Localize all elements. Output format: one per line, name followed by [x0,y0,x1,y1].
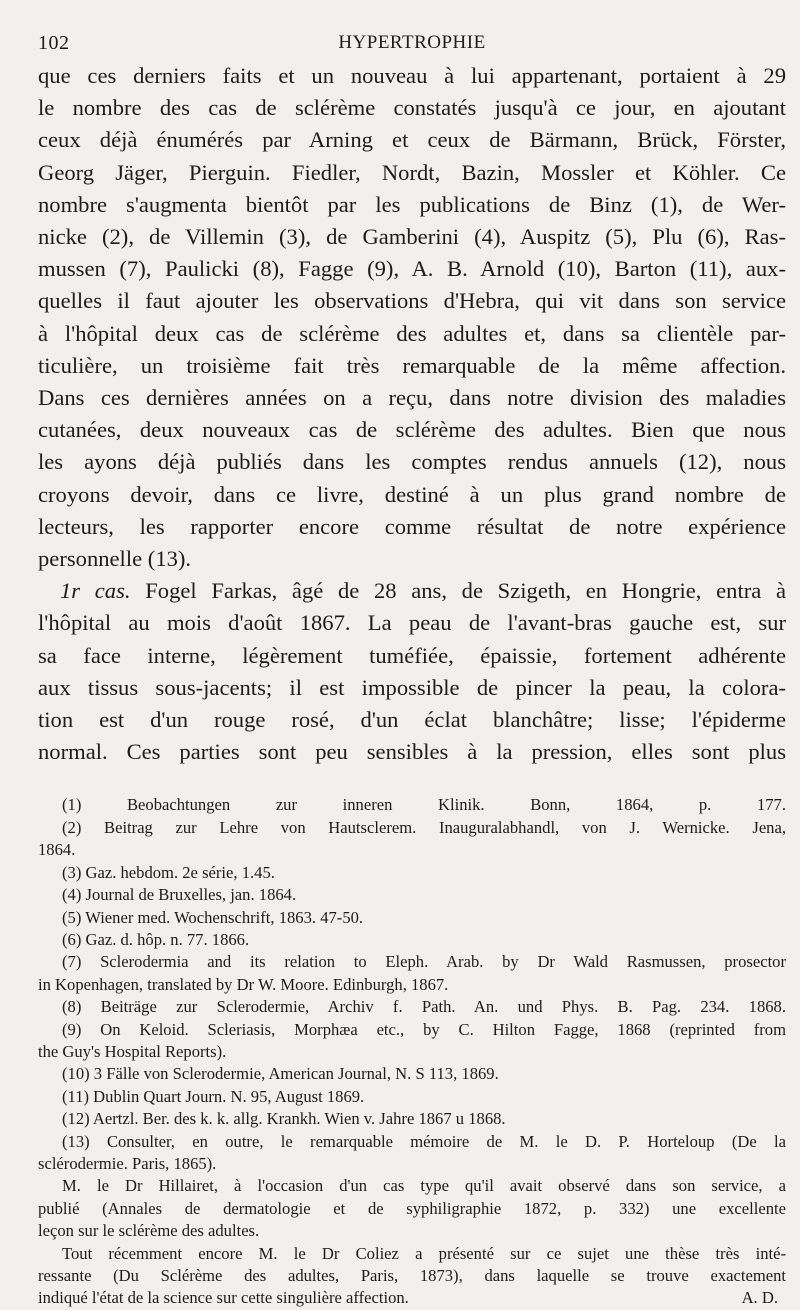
footnote: (6) Gaz. d. hôp. n. 77. 1866. [62,929,250,949]
footnote-continuation: 1864. [38,840,76,860]
body-line: que ces derniers faits et un nouveau à lui appartenant, portaient à 29 [38,63,786,88]
translator-note-text: indiqué l'état de la science sur cette singulière affection. [38,1288,409,1308]
footnote: (10) 3 Fälle von Sclerodermie, American Journal, N. S 113, 1869. [62,1064,499,1084]
translator-note-line: M. le Dr Hillairet, à l'occasion d'un cas type qu'il avait observé dans son service, a [62,1176,786,1196]
footnotes [38,794,786,1309]
body-line: cutanées, deux nouveaux cas de sclérème des adultes. Bien que nous [38,417,786,443]
footnote: (4) Journal de Bruxelles, jan. 1864. [62,885,297,905]
case-first-line [38,575,786,607]
body-line: sa face interne, légèrement tuméfiée, épaissie, fortement adhérente [38,642,786,668]
case-text: Fogel Farkas, âgé de 28 ans, de Szigeth, en Hongrie, entra à [145,578,786,604]
translator-note-line: leçon sur le sclérème des adultes. [38,1221,260,1241]
footnote-continuation: in Kopenhagen, translated by Dr W. Moore. Edinburgh, 1867. [38,974,449,994]
footnote: (1) Beobachtungen zur inneren Klinik. Bonn, 1864, p. 177. [62,795,786,815]
translator-note-line: publié (Annales de dermatologie et de syphiligraphie 1872, p. 332) une excellente [38,1198,786,1218]
body-line: Dans ces dernières années on a reçu, dans notre division des maladies [38,385,786,411]
footnote-continuation: the Guy's Hospital Reports). [38,1041,227,1061]
body-line: tion est d'un rouge rosé, d'un éclat blanchâtre; lisse; l'épiderme [38,707,786,733]
translator-note-last-line [38,1287,786,1309]
page-header [38,26,786,60]
body-line: les ayons déjà publiés dans les comptes rendus annuels (12), nous [38,449,786,475]
footnote: (3) Gaz. hebdom. 2e série, 1.45. [62,862,275,882]
body-line: mussen (7), Paulicki (8), Fagge (9), A. B. Arnold (10), Barton (11), aux- [38,256,786,282]
body-line: Georg Jäger, Pierguin. Fiedler, Nordt, Bazin, Mossler et Köhler. Ce [38,159,786,185]
footnote: (5) Wiener med. Wochenschrift, 1863. 47-50. [62,907,364,927]
body-line: à l'hôpital deux cas de sclérème des adultes et, dans sa clientèle par- [38,320,786,346]
footnote: (2) Beitrag zur Lehre von Hautsclerem. Inauguralabhandl, von J. Wernicke. Jena, [62,817,786,837]
body-line: ticulière, un troisième fait très remarquable de la même affection. [38,352,786,378]
running-title: HYPERTROPHIE [338,32,486,53]
footnote: (12) Aertzl. Ber. des k. k. allg. Krankh. Wien v. Jahre 1867 u 1868. [62,1109,506,1129]
body-line: normal. Ces parties sont peu sensibles à la pression, elles sont plus [38,739,786,765]
footnote: (13) Consulter, en outre, le remarquable mémoire de M. le D. P. Horteloup (De la [62,1131,786,1151]
body-line: l'hôpital au mois d'août 1867. La peau de l'avant-bras gauche est, sur [38,610,786,636]
page-number: 102 [38,32,70,54]
body-line: ceux déjà énumérés par Arning et ceux de Bärmann, Brück, Förster, [38,127,786,153]
translator-note-line: Tout récemment encore M. le Dr Coliez a présenté sur ce sujet une thèse très inté- [62,1243,786,1263]
body-line: croyons devoir, dans ce livre, destiné à un plus grand nombre de [38,481,786,507]
footnote-continuation: sclérodermie. Paris, 1865). [38,1153,217,1173]
body-line: personnelle (13). [38,546,192,572]
footnote: (9) On Keloid. Scleriasis, Morphæa etc., by C. Hilton Fagge, 1868 (reprinted from [62,1019,786,1039]
footnote: (8) Beiträge zur Sclerodermie, Archiv f. Path. An. und Phys. B. Pag. 234. 1868. [62,997,786,1017]
footnote: (11) Dublin Quart Journ. N. 95, August 1869. [62,1086,365,1106]
signature: A. D. [741,1288,778,1308]
translator-note-line: ressante (Du Sclérème des adultes, Paris, 1873), dans laquelle se trouve exactement [38,1266,786,1285]
body-line: nombre s'augmenta bientôt par les publications de Binz (1), de Wer- [38,191,786,217]
body-text [38,60,786,768]
body-line: le nombre des cas de sclérème constatés jusqu'à ce jour, en ajoutant [38,95,786,121]
body-line: nicke (2), de Villemin (3), de Gamberini (4), Auspitz (5), Plu (6), Ras- [38,224,786,250]
body-line: quelles il faut ajouter les observations d'Hebra, qui vit dans son service [38,288,786,314]
body-line: aux tissus sous-jacents; il est impossible de pincer la peau, la colora- [38,674,786,700]
body-line: lecteurs, les rapporter encore comme résultat de notre expérience [38,513,786,539]
case-label: 1r cas. [60,578,131,604]
footnote: (7) Sclerodermia and its relation to Eleph. Arab. by Dr Wald Rasmussen, prosector [62,952,786,972]
